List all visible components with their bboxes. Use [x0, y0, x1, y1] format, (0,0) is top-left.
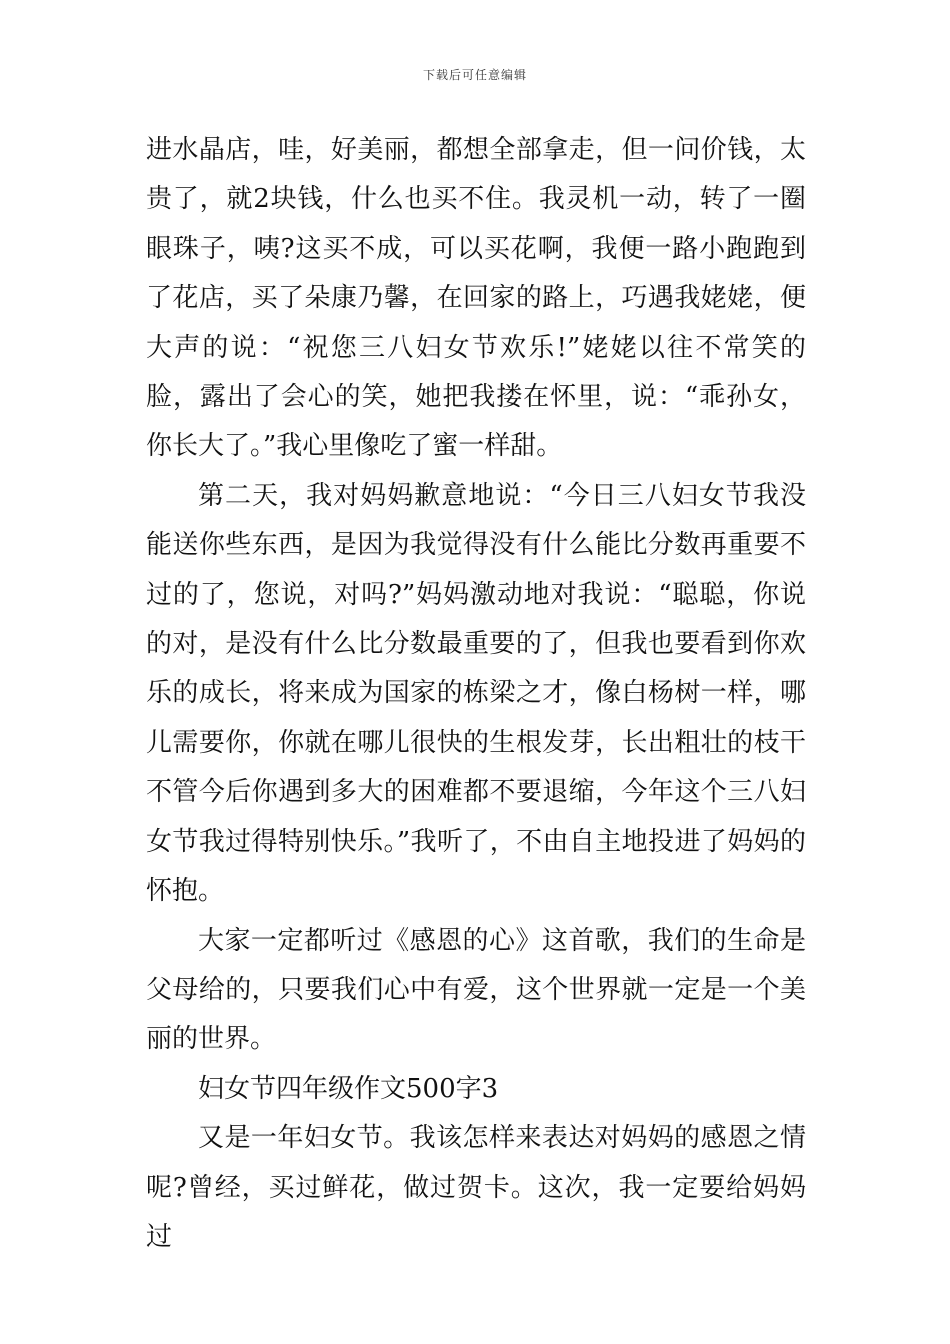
paragraph-3: 大家一定都听过《感恩的心》这首歌，我们的生命是父母给的，只要我们心中有爱，这个世界就一定是一个美丽的世界。 — [146, 925, 806, 1055]
section-heading: 妇女节四年级作文500字3 — [198, 1073, 499, 1104]
paragraph-4: 又是一年妇女节。我该怎样来表达对妈妈的感恩之情呢?曾经，买过鲜花，做过贺卡。这次，我一定要给妈妈过 — [146, 1123, 806, 1252]
paragraph-1: 进水晶店，哇，好美丽，都想全部拿走，但一问价钱，太贵了，就2块钱，什么也买不住。我灵机一动，转了一圈眼珠子，咦?这买不成，可以买花啊，我便一路小跑跑到了花店，买了朵康乃馨，在回家的路上，巧遇我姥姥，便大声的说：“祝您三八妇女节欢乐!”姥姥以往不常笑的脸，露出了会心的笑，她把我搂在怀里，说：“乖孙女，你长大了。”我心里像吃了蜜一样甜。 — [146, 135, 806, 462]
paragraph-2: 第二天，我对妈妈歉意地说：“今日三八妇女节我没能送你些东西，是因为我觉得没有什么能比分数再重要不过的了，您说，对吗?”妈妈激动地对我说：“聪聪，你说的对，是没有什么比分数最重要的了，但我也要看到你欢乐的成长，将来成为国家的栋梁之才，像白杨树一样，哪儿需要你，你就在哪儿很快的生根发芽，长出粗壮的枝干不管今后你遇到多大的困难都不要退缩，今年这个三八妇女节我过得特别快乐。”我听了，不由自主地投进了妈妈的怀抱。 — [146, 480, 806, 907]
document-body — [146, 126, 806, 1262]
page-header-note: 下载后可任意编辑 — [422, 68, 527, 82]
